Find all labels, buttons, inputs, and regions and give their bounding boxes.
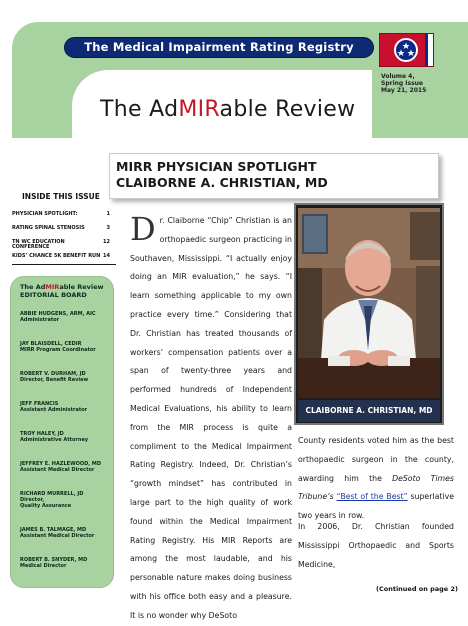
board-member (20, 371, 114, 383)
toc-item[interactable] (12, 212, 112, 226)
volume-label: Volume 4, (381, 73, 415, 80)
inside-this-issue-heading: INSIDE THIS ISSUE (22, 192, 100, 201)
member-name: JAY BLAISDELL, CEDIR (20, 341, 82, 347)
board-member (20, 491, 114, 509)
photo-caption: CLAIBORNE A. CHRISTIAN, MD (298, 400, 440, 422)
toc-page: 14 (103, 253, 110, 259)
member-name: TROY HALEY, JD (20, 431, 64, 437)
member-role: Quality Assurance (20, 503, 72, 509)
board-title-part-1: The Ad (20, 283, 46, 291)
toc-label: RATING SPINAL STENOSIS (12, 225, 85, 231)
toc-item[interactable] (12, 240, 112, 254)
spotlight-heading (109, 153, 439, 199)
toc-item[interactable] (12, 226, 112, 240)
article-text: In 2006, Dr. Christian founded Mississippi Orthopaedic and Sports Medicine, (298, 522, 454, 569)
title-part-1: The Ad (100, 97, 179, 122)
member-name: RICHARD MURRELL, JD (20, 491, 84, 497)
tennessee-flag-icon (379, 33, 434, 67)
member-name: JAMES B. TALMAGE, MD (20, 527, 87, 533)
toc-page: 12 (103, 239, 110, 245)
member-role: Administrator (20, 317, 60, 323)
article-text: County residents voted him as the best orthopaedic surgeon in the county, awarding him the (298, 436, 454, 483)
publication-name: DeSoto Times Tribune’s (298, 473, 454, 502)
article-column-left (130, 212, 292, 626)
member-name: JEFFREY E. HAZLEWOOD, MD (20, 461, 102, 467)
best-of-best-link[interactable]: “Best of the Best” (336, 492, 408, 502)
toc-item[interactable] (12, 254, 112, 268)
member-role: Director, Benefit Review (20, 377, 89, 383)
spotlight-line-1: MIRR PHYSICIAN SPOTLIGHT (116, 159, 317, 174)
board-title-mir: MIR (45, 283, 60, 291)
issue-info (381, 73, 426, 94)
article-text: r. Claiborne “Chip” Christian is an orthopaedic surgeon practicing in Southaven, Mississippi. “I actually enjoy doing an MIR evaluation,” he says. “I learn something applicable to my own practice every time.” Considering that Dr. Christian has treated thousands of workers’ compensation patients over a span of twenty-three years and performed hundreds of Independent Medical Evaluations, his ability to learn from the MIR process is quite a compliment to the Medical Impairment Rating Registry. Indeed, Dr. Christian’s “growth mindset” has contributed in large part to the high quality of work found within the Medical Impairment Rating Registry. His MIR Reports are among the most laudable, and his personable nature makes doing business with his office both easy and a pleasure. It is no wonder why DeSoto (130, 216, 292, 620)
board-member (20, 527, 114, 539)
continued-note: (Continued on page 2) (376, 585, 458, 593)
divider (12, 264, 116, 265)
member-role: Assistant Medical Director (20, 467, 95, 473)
board-member (20, 557, 114, 569)
board-member (20, 431, 114, 443)
date-label: May 21, 2015 (381, 87, 427, 94)
registry-banner: The Medical Impairment Rating Registry (64, 37, 374, 58)
board-title-part-2: able Review (59, 283, 104, 291)
board-title (20, 283, 113, 291)
title-part-2: able Review (219, 97, 356, 122)
board-member (20, 401, 114, 413)
toc-label: TN WC EDUCATION CONFERENCE (12, 239, 65, 250)
member-role: MIRR Program Coordinator (20, 347, 96, 353)
toc-label: PHYSICIAN SPOTLIGHT: (12, 211, 78, 217)
toc-page: 1 (106, 211, 110, 217)
toc-page: 3 (106, 225, 110, 231)
board-member (20, 461, 114, 473)
toc-label: KIDS’ CHANCE 5K BENEFIT RUN (12, 253, 101, 259)
board-member (20, 341, 114, 353)
article-column-right-para2 (298, 518, 454, 574)
board-member (20, 311, 114, 323)
drop-cap: D (130, 210, 156, 248)
member-name: ROBERT V. DURHAM, JD (20, 371, 86, 377)
article-column-right (298, 432, 454, 526)
spotlight-line-2: CLAIBORNE A. CHRISTIAN, MD (116, 175, 328, 190)
member-role: Administrative Attorney (20, 437, 89, 443)
member-name: ROBERT B. SNYDER, MD (20, 557, 88, 563)
table-of-contents (12, 212, 112, 268)
board-subtitle: EDITORIAL BOARD (20, 291, 87, 299)
newsletter-title (100, 97, 355, 122)
issue-label: Spring Issue (381, 80, 424, 87)
member-role: Assistant Administrator (20, 407, 88, 413)
member-name: JEFF FRANCIS (20, 401, 59, 407)
title-mir: MIR (178, 97, 220, 122)
editorial-board (10, 276, 114, 588)
article-text: superlative two years in row. (298, 492, 455, 521)
member-role: Assistant Medical Director (20, 533, 95, 539)
member-role: Medical Director (20, 563, 67, 569)
member-name: ABBIE HUDGENS, ARM, AIC (20, 311, 96, 317)
member-role: Director, (20, 497, 45, 503)
doctor-photo (298, 208, 440, 398)
